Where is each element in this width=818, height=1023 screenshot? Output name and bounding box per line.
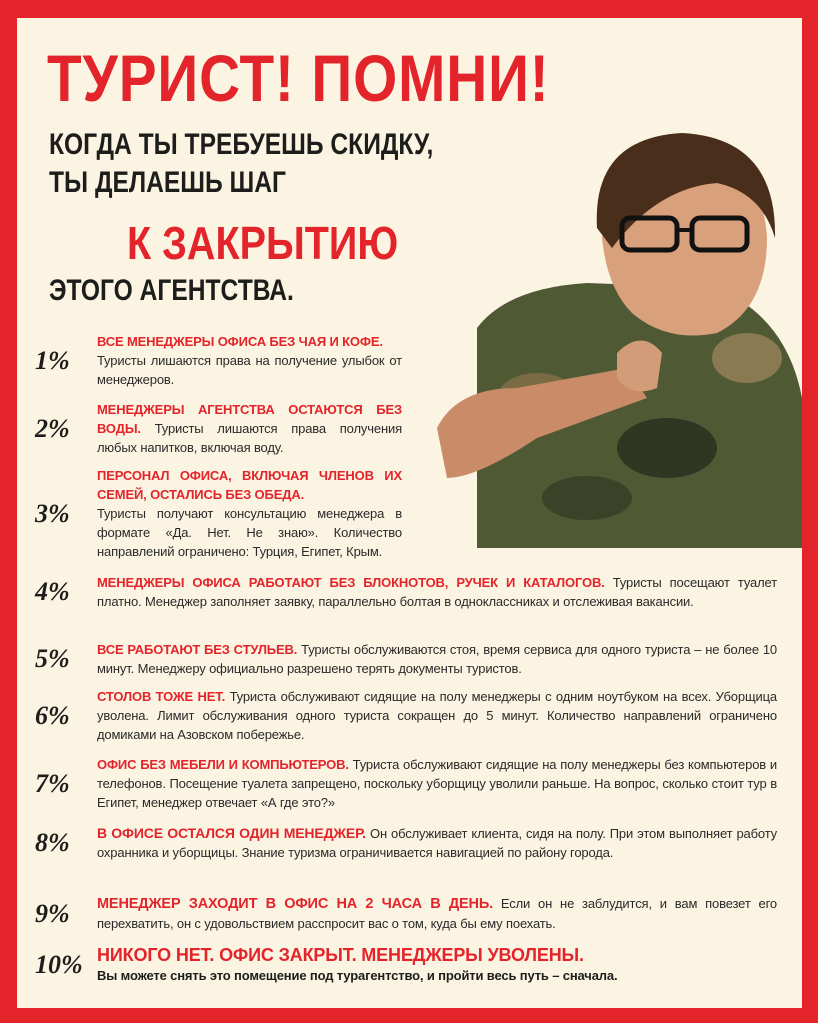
item-heading: ВСЕ РАБОТАЮТ БЕЗ СТУЛЬЕВ. <box>97 642 298 657</box>
item-body: Туристы посещают туалет платно. Менеджер заполняет заявку, параллельно болтая в одноклассниках и отслеживая вакансии. <box>97 575 777 609</box>
item-body: Туристы лишаются права на получение улыбок от менеджеров. <box>97 353 402 387</box>
item-percent: 3% <box>35 498 70 528</box>
list-item <box>35 332 402 389</box>
list-item <box>35 687 777 744</box>
item-percent: 4% <box>35 577 70 606</box>
item-body: Если он не заблудится, и вам повезет его перехватить, он с удовольствием расспросит вас о том, куда бы ему поехать. <box>97 896 777 931</box>
list-item <box>35 466 402 561</box>
item-heading: СТОЛОВ ТОЖЕ НЕТ. <box>97 689 226 704</box>
item-heading: В ОФИСЕ ОСТАЛСЯ ОДИН МЕНЕДЖЕР. <box>97 825 366 841</box>
item-percent: 8% <box>35 828 70 857</box>
list-item <box>35 894 777 933</box>
item-percent: 9% <box>35 898 70 928</box>
item-percent: 10% <box>35 949 83 979</box>
item-heading: МЕНЕДЖЕРЫ АГЕНТСТВА ОСТАЮТСЯ БЕЗ ВОДЫ. <box>97 402 402 436</box>
item-heading: ВСЕ МЕНЕДЖЕРЫ ОФИСА БЕЗ ЧАЯ И КОФЕ. <box>97 334 383 349</box>
item-body: Туриста обслуживают сидящие на полу менеджеры без компьютеров и телефонов. Посещение туалета запрещено, поскольку уборщицу уволили раньше. На вопрос, сколько стоит тур в Египет, менеджер отвечает «А где это?» <box>97 757 777 810</box>
list-item <box>35 824 777 862</box>
item-body: Туристы обслуживаются стоя, время сервиса для одного туриста – не более 10 минут. Менеджеру официально разрешено терять документы туристов. <box>97 642 777 676</box>
list-item <box>35 400 402 457</box>
item-body: Туристы получают консультацию менеджера в формате «Да. Нет. Не знаю». Количество направлений ограничено: Турция, Египет, Крым. <box>97 506 402 559</box>
list-item <box>35 640 777 678</box>
list-item <box>35 755 777 812</box>
poster <box>17 18 802 1008</box>
item-percent: 2% <box>35 413 70 443</box>
item-body: Он обслуживает клиента, сидя на полу. При этом выполняет работу охранника и уборщицы. Знание туризма ограничивается навигацией по району города. <box>97 826 778 860</box>
subtitle-line-2: ТЫ ДЕЛАЕШЬ ШАГ <box>49 166 286 199</box>
item-heading: МЕНЕДЖЕРЫ ОФИСА РАБОТАЮТ БЕЗ БЛОКНОТОВ, РУЧЕК И КАТАЛОГОВ. <box>97 575 605 590</box>
subtitle-line-3: ЭТОГО АГЕНТСТВА. <box>49 274 294 307</box>
item-heading: ОФИС БЕЗ МЕБЕЛИ И КОМПЬЮТЕРОВ. <box>97 757 349 772</box>
item-body: Туриста обслуживают сидящие на полу менеджеры с одним ноутбуком на всех. Уборщица уволена. Лимит обслуживания одного туриста сокращен до 5 минут. Количество направлений ограничено домиками на Азовском побережье. <box>97 689 777 742</box>
item-percent: 7% <box>35 768 70 798</box>
item-body: Вы можете снять это помещение под турагентство, и пройти весь путь – сначала. <box>97 968 618 983</box>
item-heading: МЕНЕДЖЕР ЗАХОДИТ В ОФИС НА 2 ЧАСА В ДЕНЬ. <box>97 896 493 912</box>
subtitle-line-1: КОГДА ТЫ ТРЕБУЕШЬ СКИДКУ, <box>49 128 434 161</box>
item-percent: 1% <box>35 345 70 375</box>
subtitle-emphasis: К ЗАКРЫТИЮ <box>127 217 399 269</box>
man-pointing-photo <box>417 98 802 548</box>
item-percent: 6% <box>35 700 70 730</box>
item-body: Туристы лишаются права получения любых напитков, включая воду. <box>97 421 402 455</box>
list-item <box>35 944 777 985</box>
poster-title: ТУРИСТ! ПОМНИ! <box>47 41 550 115</box>
item-percent: 5% <box>35 644 70 673</box>
item-heading: ПЕРСОНАЛ ОФИСА, ВКЛЮЧАЯ ЧЛЕНОВ ИХ СЕМЕЙ, ОСТАЛИСЬ БЕЗ ОБЕДА. <box>97 468 402 502</box>
list-item <box>35 573 777 611</box>
item-heading: НИКОГО НЕТ. ОФИС ЗАКРЫТ. МЕНЕДЖЕРЫ УВОЛЕНЫ. <box>97 945 584 965</box>
